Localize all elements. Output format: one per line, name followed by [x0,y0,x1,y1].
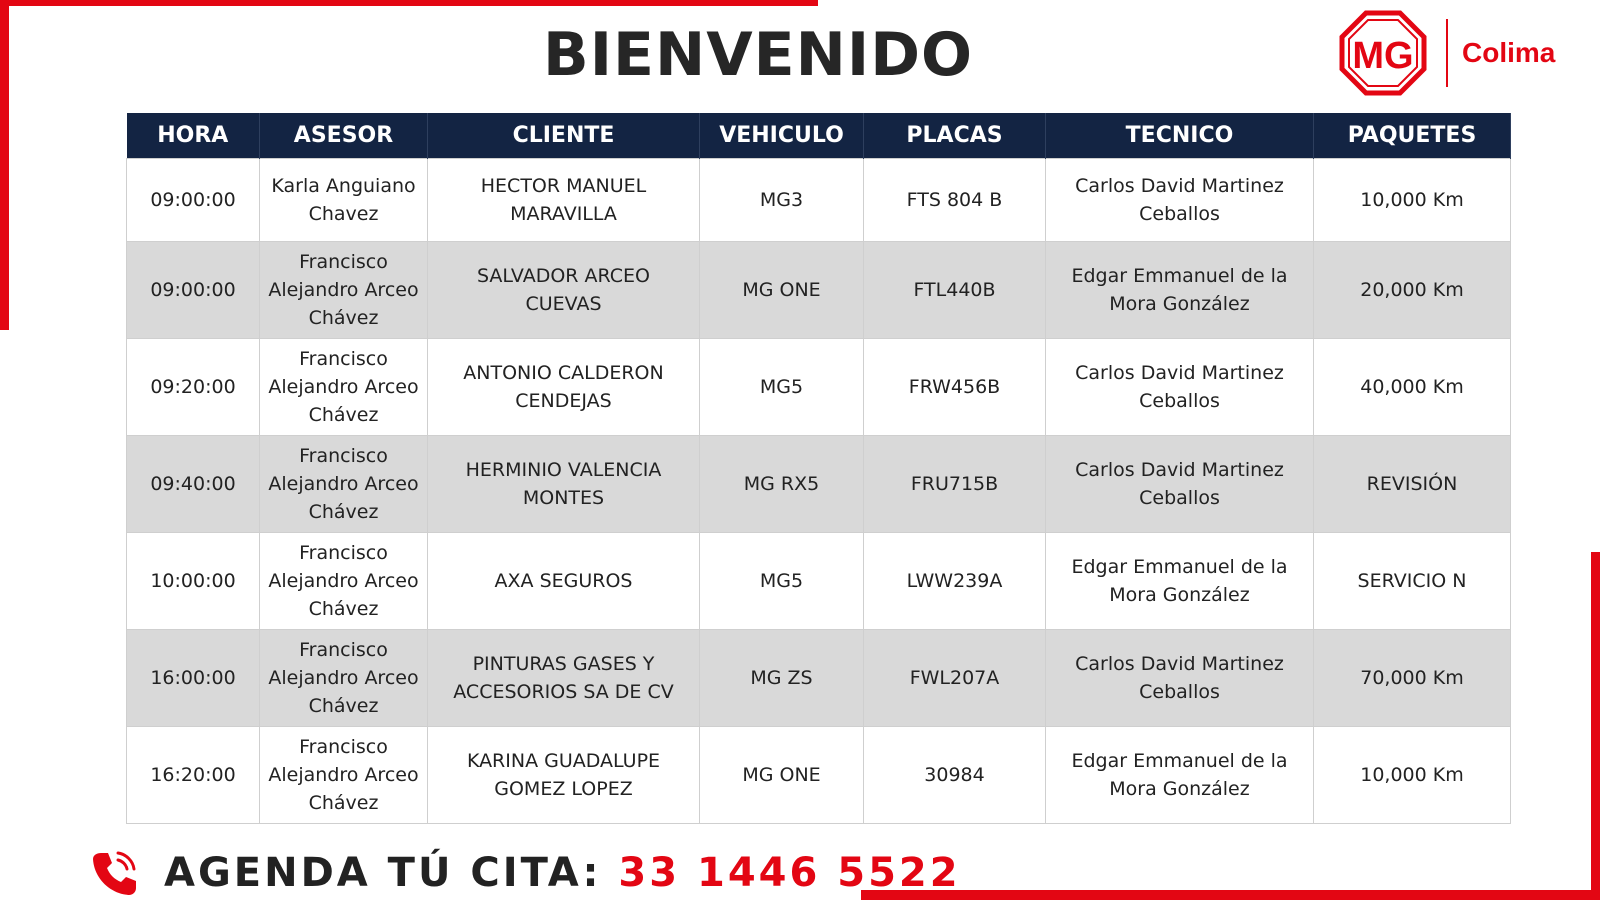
cell-asesor: Francisco Alejandro Arceo Chávez [260,533,428,630]
cell-cliente: HECTOR MANUEL MARAVILLA [428,159,700,242]
footer-call-to-action [88,846,961,900]
table-row [127,242,1511,339]
cell-placas: LWW239A [864,533,1046,630]
cell-cliente: SALVADOR ARCEO CUEVAS [428,242,700,339]
cell-tecnico: Edgar Emmanuel de la Mora González [1046,533,1314,630]
cell-asesor: Francisco Alejandro Arceo Chávez [260,630,428,727]
cell-hora: 09:00:00 [127,242,260,339]
cell-vehiculo: MG RX5 [700,436,864,533]
cell-cliente: ANTONIO CALDERON CENDEJAS [428,339,700,436]
appointments-table [126,113,1511,824]
table-row [127,630,1511,727]
cell-vehiculo: MG5 [700,533,864,630]
cell-paquete: 70,000 Km [1314,630,1511,727]
cell-cliente: HERMINIO VALENCIA MONTES [428,436,700,533]
table-row [127,159,1511,242]
cell-vehiculo: MG ONE [700,727,864,824]
footer-label: AGENDA TÚ CITA: [164,850,602,896]
accent-bar-right [1591,552,1600,900]
header-placas: PLACAS [864,113,1046,159]
cell-placas: 30984 [864,727,1046,824]
cell-vehiculo: MG3 [700,159,864,242]
mg-octagon-logo-icon [1338,10,1428,96]
cell-paquete: 20,000 Km [1314,242,1511,339]
cell-tecnico: Carlos David Martinez Ceballos [1046,159,1314,242]
footer-phone-number[interactable]: 33 1446 5522 [618,850,961,896]
accent-bar-bottom [861,890,1600,900]
cell-placas: FWL207A [864,630,1046,727]
cell-asesor: Francisco Alejandro Arceo Chávez [260,242,428,339]
table-row [127,533,1511,630]
cell-hora: 09:40:00 [127,436,260,533]
header-vehiculo: VEHICULO [700,113,864,159]
cell-placas: FRU715B [864,436,1046,533]
cell-asesor: Francisco Alejandro Arceo Chávez [260,339,428,436]
cell-tecnico: Carlos David Martinez Ceballos [1046,436,1314,533]
cell-tecnico: Carlos David Martinez Ceballos [1046,339,1314,436]
cell-hora: 16:00:00 [127,630,260,727]
header-cliente: CLIENTE [428,113,700,159]
logo-brand-text: MG [1352,35,1414,77]
phone-icon [88,847,140,899]
cell-hora: 10:00:00 [127,533,260,630]
cell-asesor: Francisco Alejandro Arceo Chávez [260,436,428,533]
header-hora: HORA [127,113,260,159]
cell-asesor: Francisco Alejandro Arceo Chávez [260,727,428,824]
page-title: BIENVENIDO [542,20,974,90]
cell-asesor: Karla Anguiano Chavez [260,159,428,242]
cell-placas: FRW456B [864,339,1046,436]
table-row [127,436,1511,533]
logo-divider [1446,19,1448,87]
cell-cliente: KARINA GUADALUPE GOMEZ LOPEZ [428,727,700,824]
cell-paquete: 10,000 Km [1314,727,1511,824]
cell-vehiculo: MG5 [700,339,864,436]
cell-hora: 16:20:00 [127,727,260,824]
brand-logo [1338,10,1558,96]
cell-paquete: SERVICIO N [1314,533,1511,630]
table-row [127,339,1511,436]
header-tecnico: TECNICO [1046,113,1314,159]
table-header-row [127,113,1511,159]
cell-vehiculo: MG ZS [700,630,864,727]
cell-cliente: AXA SEGUROS [428,533,700,630]
table-row [127,727,1511,824]
cell-hora: 09:20:00 [127,339,260,436]
header-asesor: ASESOR [260,113,428,159]
accent-bar-top [0,0,818,6]
cell-paquete: 10,000 Km [1314,159,1511,242]
cell-tecnico: Carlos David Martinez Ceballos [1046,630,1314,727]
cell-tecnico: Edgar Emmanuel de la Mora González [1046,727,1314,824]
cell-paquete: 40,000 Km [1314,339,1511,436]
header-paquetes: PAQUETES [1314,113,1511,159]
cell-tecnico: Edgar Emmanuel de la Mora González [1046,242,1314,339]
cell-placas: FTL440B [864,242,1046,339]
cell-placas: FTS 804 B [864,159,1046,242]
cell-vehiculo: MG ONE [700,242,864,339]
cell-hora: 09:00:00 [127,159,260,242]
cell-paquete: REVISIÓN [1314,436,1511,533]
cell-cliente: PINTURAS GASES Y ACCESORIOS SA DE CV [428,630,700,727]
logo-city-text: Colima [1462,37,1556,68]
